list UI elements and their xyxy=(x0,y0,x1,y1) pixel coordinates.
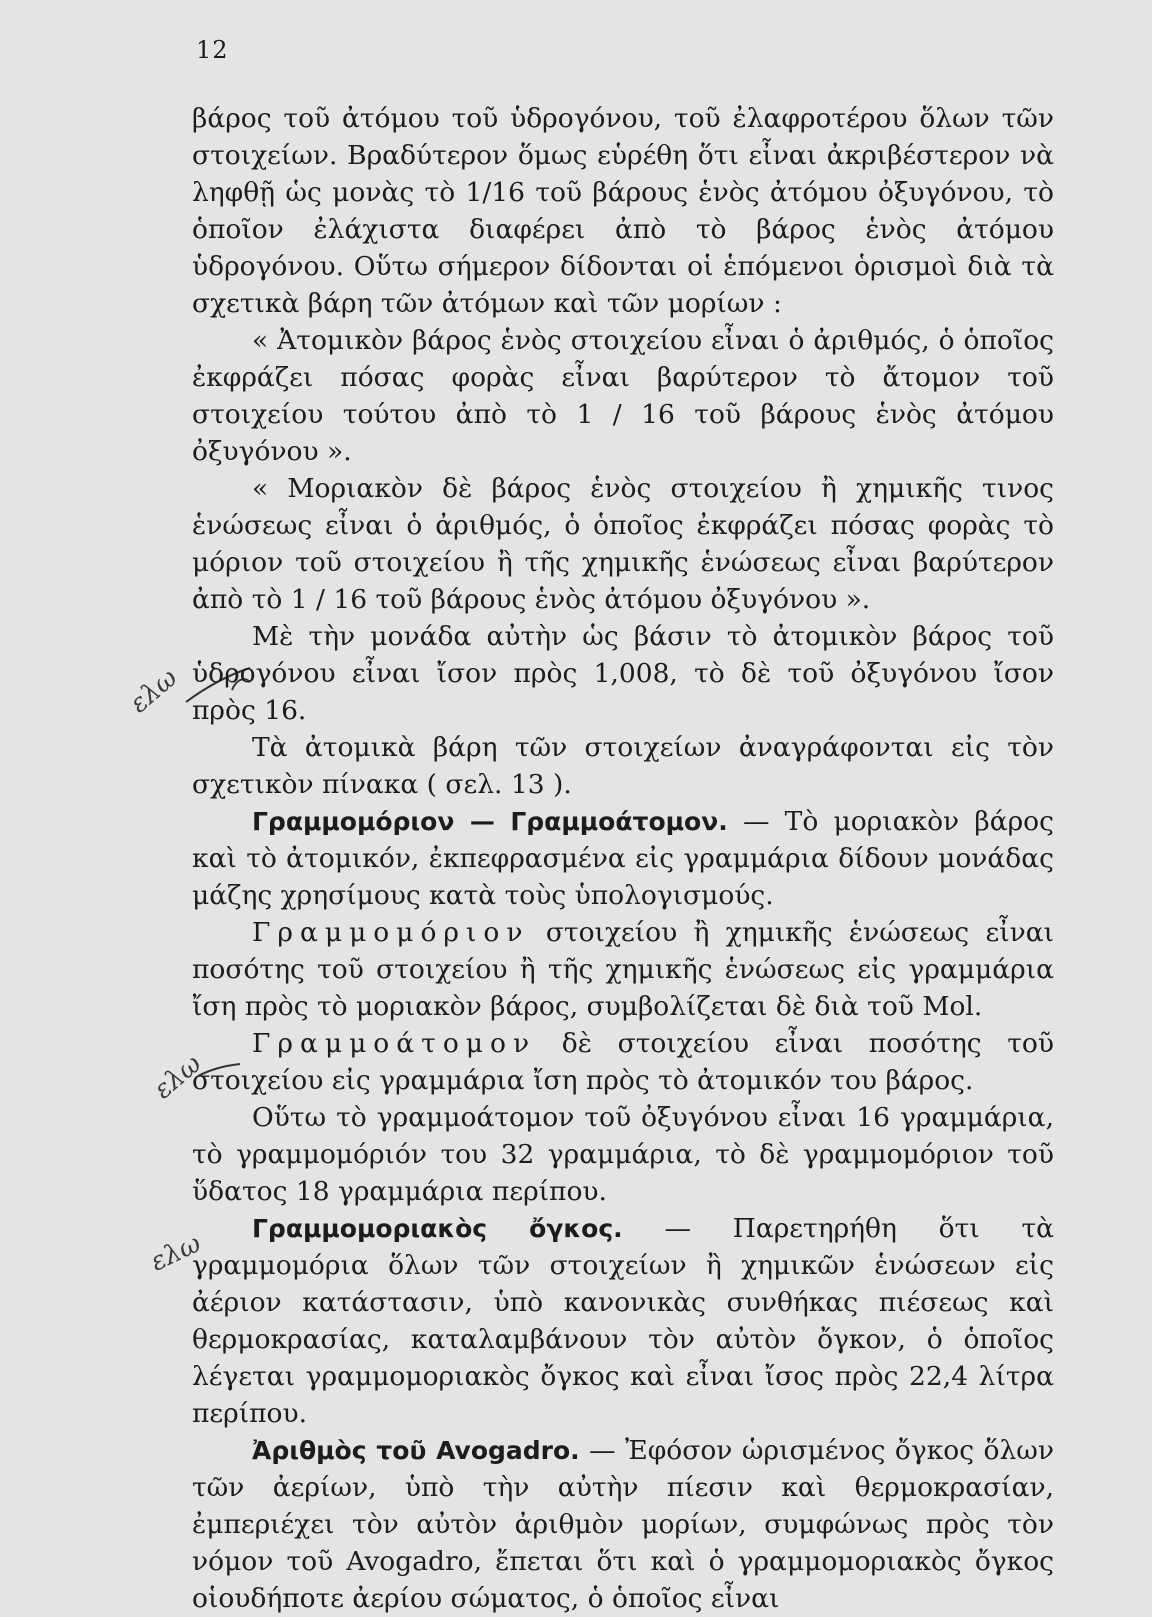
paragraph xyxy=(192,1025,1054,1099)
paragraph: Τὰ ἀτομικὰ βάρη τῶν στοιχείων ἀναγράφονται εἰς τὸν σχετικὸν πίνακα ( σελ. 13 ). xyxy=(192,732,1054,800)
paragraph-text: στοιχείου ἢ χημικῆς ἑνώσεως εἶναι ποσότης τοῦ στοιχείου ἢ τῆς χημικῆς ἑνώσεως εἰς γραμμάρια ἴση πρὸς τὸ μοριακὸν βάρος, συμβολίζεται δὲ διὰ τοῦ Mol. xyxy=(192,917,1054,1022)
paragraph xyxy=(192,1432,1054,1617)
page-number: 12 xyxy=(196,36,229,64)
paragraph-text: — Παρετηρήθη ὅτι τὰ γραμμομόρια ὅλων τῶν στοιχείων ἢ χημικῶν ἑνώσεων εἰς ἀέριον κατάστασιν, ὑπὸ κανονικὰς συνθήκας πιέσεως καὶ θερμοκρασίας, καταλαμβάνουν τὸν αὐτὸν ὄγκον, ὁ ὁποῖος λέγεται γραμμομοριακὸς ὄγκος καὶ εἶναι ἴσος πρὸς 22,4 λίτρα περίπου. xyxy=(192,1213,1054,1429)
paragraph-text: δὲ στοιχείου εἶναι ποσότης τοῦ στοιχείου εἰς γραμμάρια ἴση πρὸς τὸ ἀτομικόν του βάρος. xyxy=(192,1028,1054,1096)
paragraph-text: — Τὸ μοριακὸν βάρος καὶ τὸ ἀτομικόν, ἐκπεφρασμένα εἰς γραμμάρια δίδουν μονάδας μάζης χρησίμους κατὰ τοὺς ὑπολογισμούς. xyxy=(192,806,1054,911)
paragraph: « Μοριακὸν δὲ βάρος ἑνὸς στοιχείου ἢ χημικῆς τινος ἑνώσεως εἶναι ὁ ἀριθμός, ὁ ὁποῖος ἐκφράζει πόσας φορὰς τὸ μόριον τοῦ στοιχείου ἢ τῆς χημικῆς ἑνώσεως εἶναι βαρύτερον ἀπὸ τὸ 1 / 16 τοῦ βάρους ἑνὸς ἀτόμου ὀξυγόνου ». xyxy=(192,473,1054,615)
section-heading: Γραμμομόριον — Γραμμοάτομον. xyxy=(252,807,728,836)
margin-note: ελω xyxy=(124,662,184,720)
paragraph xyxy=(192,914,1054,1025)
paragraph: Οὕτω τὸ γραμμοάτομον τοῦ ὀξυγόνου εἶναι 16 γραμμάρια, τὸ γραμμομόριόν του 32 γραμμάρια, τὸ δὲ γραμμομόριον τοῦ ὕδατος 18 γραμμάρια περίπου. xyxy=(192,1102,1054,1207)
paragraph: Μὲ τὴν μονάδα αὐτὴν ὡς βάσιν τὸ ἀτομικὸν βάρος τοῦ ὑδρογόνου εἶναι ἴσον πρὸς 1,008, τὸ δὲ τοῦ ὀξυγόνου ἴσον πρὸς 16. xyxy=(192,621,1054,726)
paragraph xyxy=(192,803,1054,914)
paragraph: « Ἀτομικὸν βάρος ἑνὸς στοιχείου εἶναι ὁ ἀριθμός, ὁ ὁποῖος ἐκφράζει πόσας φορὰς εἶναι βαρύτερον τὸ ἄτομον τοῦ στοιχείου τούτου ἀπὸ τὸ 1 / 16 τοῦ βάρους ἑνὸς ἀτόμου ὀξυγόνου ». xyxy=(192,325,1054,467)
definition-term: Γραμμομόριον xyxy=(252,917,530,948)
section-heading: Γραμμομοριακὸς ὄγκος. xyxy=(252,1214,623,1243)
text-body xyxy=(192,100,1054,1617)
section-heading: Ἀριθμὸς τοῦ Avogadro. xyxy=(252,1436,580,1465)
paragraph xyxy=(192,1210,1054,1432)
paragraph-text: — Ἐφόσον ὡρισμένος ὄγκος ὅλων τῶν ἀερίων, ὑπὸ τὴν αὐτὴν πίεσιν καὶ θερμοκρασίαν, ἐμπεριέχει τὸν αὐτὸν ἀριθμὸν μορίων, συμφώνως πρὸς τὸν νόμον τοῦ Avogadro, ἔπεται ὅτι καὶ ὁ γραμμομοριακὸς ὄγκος οἱουδήποτε ἀερίου σώματος, ὁ ὁποῖος εἶναι xyxy=(192,1435,1055,1614)
paragraph: βάρος τοῦ ἀτόμου τοῦ ὑδρογόνου, τοῦ ἐλαφροτέρου ὅλων τῶν στοιχείων. Βραδύτερον ὅμως εὑρέθη ὅτι εἶναι ἀκριβέστερον νὰ ληφθῇ ὡς μονὰς τὸ 1/16 τοῦ βάρους ἑνὸς ἀτόμου ὀξυγόνου, τὸ ὁποῖον ἐλάχιστα διαφέρει ἀπὸ τὸ βάρος ἑνὸς ἀτόμου ὑδρογόνου. Οὕτω σήμερον δίδονται οἱ ἑπόμενοι ὁρισμοὶ διὰ τὰ σχετικὰ βάρη τῶν ἀτόμων καὶ τῶν μορίων : xyxy=(192,103,1054,319)
margin-note: ελω xyxy=(148,1048,208,1106)
definition-term: Γραμμοάτομον xyxy=(252,1028,537,1059)
margin-note: ελω xyxy=(146,1228,206,1278)
